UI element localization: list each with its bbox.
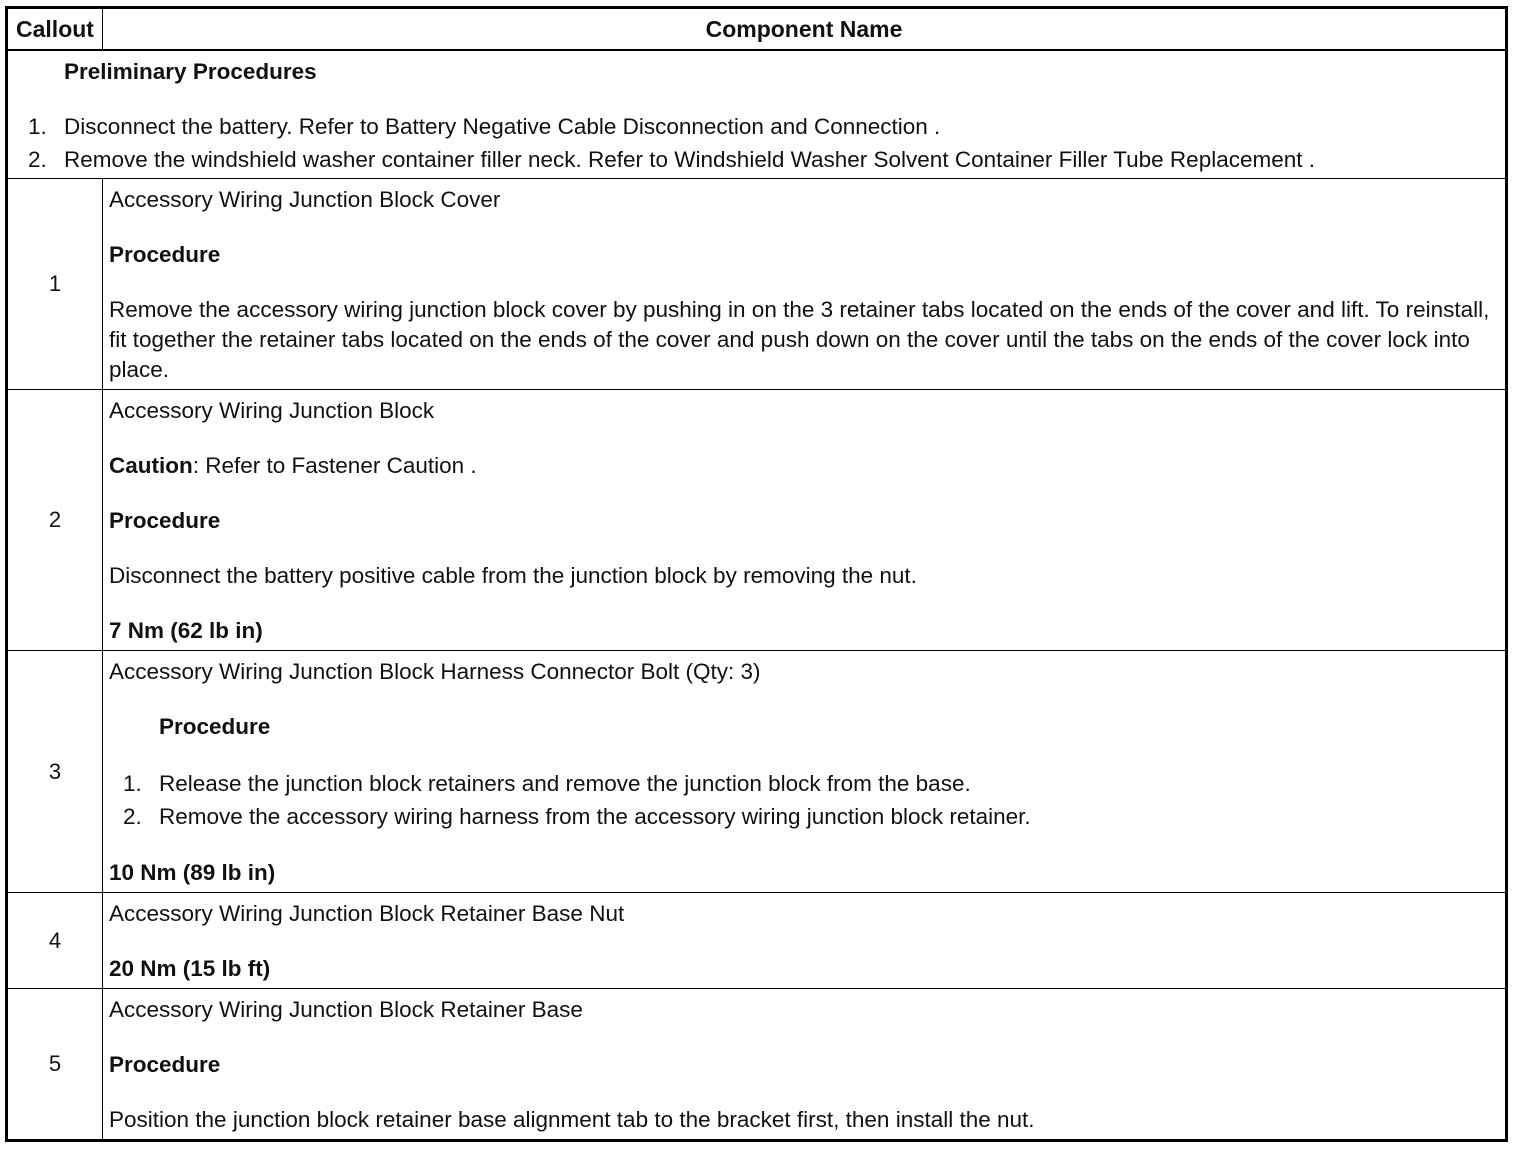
component-name: Accessory Wiring Junction Block Cover bbox=[109, 187, 501, 212]
preliminary-title: Preliminary Procedures bbox=[64, 59, 317, 84]
header-row bbox=[7, 8, 1507, 51]
callout-number: 5 bbox=[7, 989, 103, 1141]
caution-text: : Refer to Fastener Caution . bbox=[192, 453, 477, 478]
procedure-text: Position the junction block retainer base alignment tab to the bracket first, then install the nut. bbox=[109, 1107, 1035, 1132]
component-name-header: Component Name bbox=[103, 8, 1507, 51]
callout-number: 2 bbox=[7, 390, 103, 651]
procedure-label: Procedure bbox=[109, 508, 221, 533]
caution-line bbox=[109, 451, 1499, 481]
procedure-steps bbox=[109, 767, 1499, 833]
callout-number: 3 bbox=[7, 651, 103, 893]
preliminary-row bbox=[7, 50, 1507, 179]
callout-header: Callout bbox=[7, 8, 103, 51]
procedure-label: Procedure bbox=[159, 714, 271, 739]
list-item: 2. Remove the windshield washer container filler neck. Refer to Windshield Washer Solvent Container Filler Tube Replacement . bbox=[28, 147, 1316, 172]
table-row bbox=[7, 893, 1507, 989]
component-name: Accessory Wiring Junction Block Retainer Base bbox=[109, 997, 583, 1022]
callout-number: 1 bbox=[7, 179, 103, 390]
procedure-label: Procedure bbox=[109, 1052, 221, 1077]
table-row bbox=[7, 390, 1507, 651]
table-row bbox=[7, 179, 1507, 390]
procedure-text: Remove the accessory wiring junction block cover by pushing in on the 3 retainer tabs located on the ends of the cover and lift. To reinstall, fit together the retainer tabs located on the ends of the cover and push down on the cover until the tabs on the ends of the cover lock into place. bbox=[109, 297, 1490, 382]
component-name: Accessory Wiring Junction Block Harness Connector Bolt (Qty: 3) bbox=[109, 659, 761, 684]
list-item: 2. Remove the accessory wiring harness from the accessory wiring junction block retainer. bbox=[123, 804, 1031, 829]
procedure-label: Procedure bbox=[109, 242, 221, 267]
procedure-table bbox=[5, 6, 1508, 1142]
preliminary-steps bbox=[8, 110, 1505, 176]
component-name: Accessory Wiring Junction Block Retainer Base Nut bbox=[109, 901, 625, 926]
component-name: Accessory Wiring Junction Block bbox=[109, 398, 435, 423]
procedure-text: Disconnect the battery positive cable from the junction block by removing the nut. bbox=[109, 563, 917, 588]
caution-label: Caution bbox=[109, 453, 193, 478]
callout-number: 4 bbox=[7, 893, 103, 989]
table-row bbox=[7, 989, 1507, 1141]
torque-spec: 10 Nm (89 lb in) bbox=[109, 860, 276, 885]
list-item: 1. Release the junction block retainers and remove the junction block from the base. bbox=[123, 771, 971, 796]
torque-spec: 20 Nm (15 lb ft) bbox=[109, 956, 271, 981]
torque-spec: 7 Nm (62 lb in) bbox=[109, 618, 263, 643]
table-row bbox=[7, 651, 1507, 893]
list-item: 1. Disconnect the battery. Refer to Battery Negative Cable Disconnection and Connection . bbox=[28, 114, 941, 139]
